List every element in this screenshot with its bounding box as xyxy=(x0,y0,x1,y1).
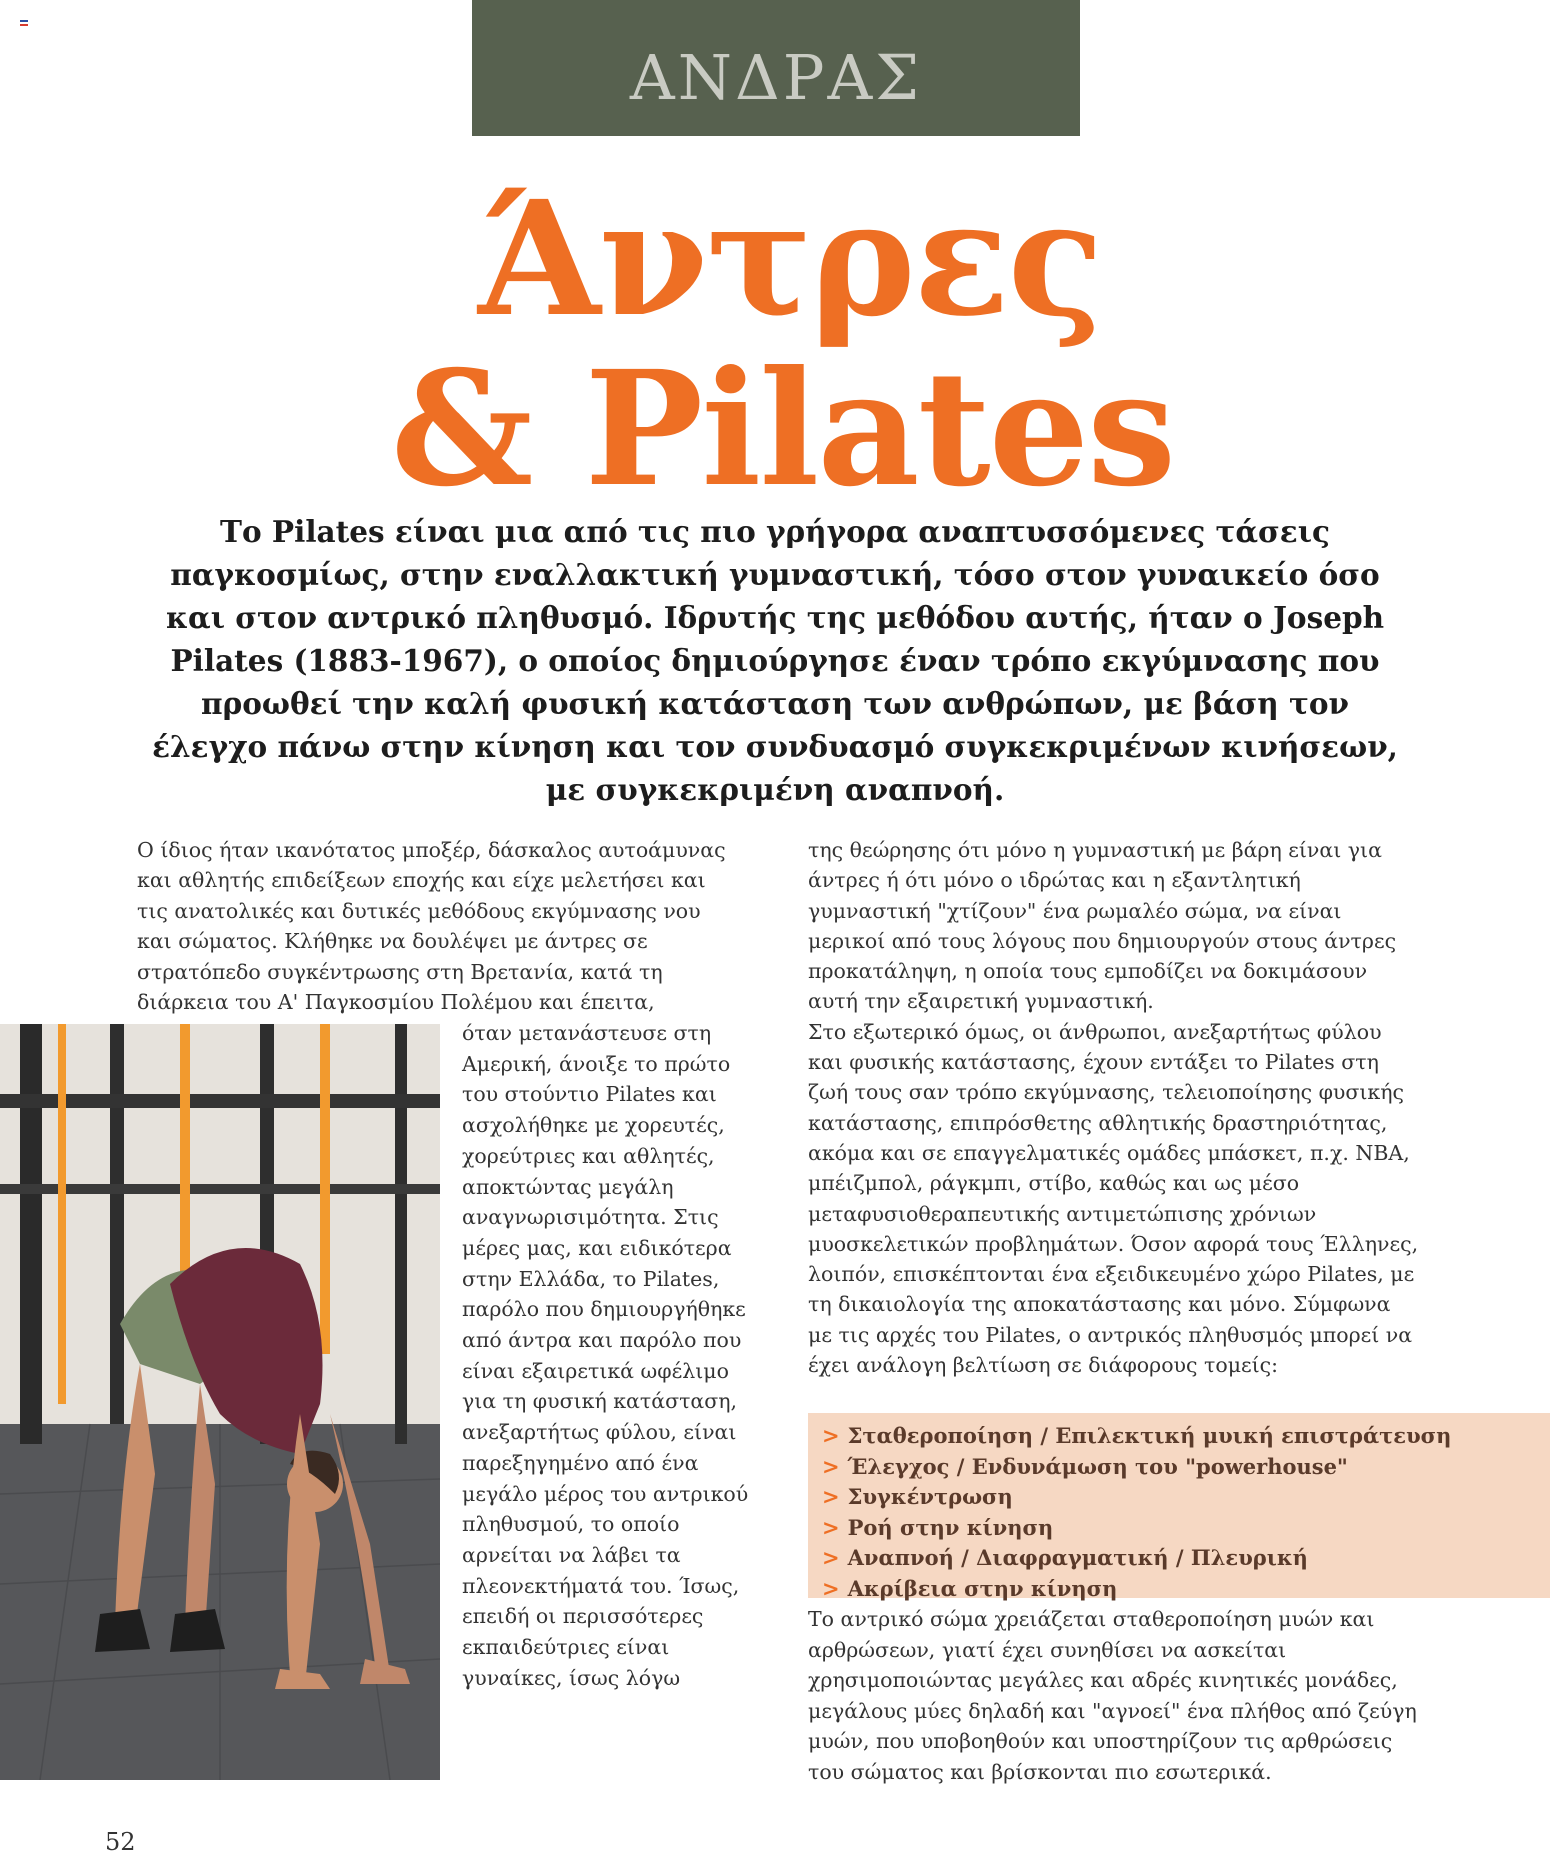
list-item: > Σταθεροποίηση / Επιλεκτική μυική επιστράτευση xyxy=(822,1423,1452,1448)
list-marker: > xyxy=(822,1514,840,1540)
section-banner xyxy=(472,0,1080,136)
list-item: > Αναπνοή / Διαφραγματική / Πλευρική xyxy=(822,1545,1308,1571)
title-line-2: & Pilates xyxy=(390,337,1175,522)
column2-paragraph-1: της θεώρησης ότι μόνο η γυμναστική με βάρη είναι για άντρες ή ότι μόνο ο ιδρώτας και η εξαντλητική γυμναστική "χτίζουν" ένα ρωμαλέο σώμα, να είναι μερικοί από τους λόγους που δημιουργούν στους άντρες προκατάληψη, η οποία τους εμποδίζει να δοκιμάσουν αυτή την εξαιρετική γυμναστική. xyxy=(808,838,1397,1014)
benefits-list xyxy=(808,1413,1550,1601)
column2-text xyxy=(808,835,1420,1380)
page-number: 52 xyxy=(105,1828,136,1856)
lead-paragraph: Το Pilates είναι μια από τις πιο γρήγορα αναπτυσσόμενες τάσεις παγκοσμίως, στην εναλλακτική γυμναστική, τόσο στον γυναικείο όσο και στον αντρικό πληθυσμό. Ιδρυτής της μεθόδου αυτής, ήταν ο Joseph Pilates (1883-1967), ο οποίος δημιούργησε έναν τρόπο εκγύμνασης που προωθεί την καλή φυσική κατάσταση των ανθρώπων, με βάση τον έλεγχο πάνω στην κίνηση και τον συνδυασμό συγκεκριμένων κινήσεων, με συγκεκριμένη αναπνοή. xyxy=(152,514,1398,807)
man-stretching-photo xyxy=(0,1024,440,1780)
section-label: ΑΝΔΡΑΣ xyxy=(629,40,923,114)
list-marker: > xyxy=(822,1484,840,1510)
list-item: > Ροή στην κίνηση xyxy=(822,1514,1054,1540)
list-item: > Έλεγχος / Ενδυνάμωση του "powerhouse" xyxy=(822,1453,1348,1479)
column1-intro-text: Ο ίδιος ήταν ικανότατος μποξέρ, δάσκαλος αυτοάμυνας και αθλητής επιδείξεων εποχής και είχε μελετήσει και τις ανατολικές και δυτικές μεθόδους εκγύμνασης νου και σώματος. Κλήθηκε να δουλέψει με άντρες σε στρατόπεδο συγκέντρωσης στη Βρετανία, κατά τη διάρκεια του Α' Παγκοσμίου Πολέμου και έπειτα, xyxy=(137,838,726,1015)
list-marker: > xyxy=(822,1453,840,1479)
column2-paragraph-2: Στο εξωτερικό όμως, οι άνθρωποι, ανεξαρτήτως φύλου και φυσικής κατάστασης, έχουν εντάξει το Pilates στη ζωή τους σαν τρόπο εκγύμνασης, τελειοποίησης φυσικής κατάστασης, επιπρόσθετης αθλητικής δραστηριότητας, ακόμα και σε επαγγελματικές ομάδες μπάσκετ, π.χ. NBA, μπέιζμπολ, ράγκμπι, στίβο, καθώς και ως μέσο μεταφυσιοθεραπευτικής αντιμετώπισης χρόνιων μυοσκελετικών προβλημάτων. Όσον αφορά τους Έλληνες, λοιπόν, επισκέπτονται ένα εξειδικευμένο χώρο Pilates, με τη δικαιολογία της αποκατάστασης και μόνο. Σύμφωνα με τις αρχές του Pilates, ο αντρικός πληθυσμός μπορεί να έχει ανάλογη βελτίωση σε διάφορους τομείς: xyxy=(808,1019,1419,1378)
list-marker: > xyxy=(822,1575,840,1601)
list-item: > Ακρίβεια στην κίνηση xyxy=(822,1575,1118,1601)
list-marker: > xyxy=(822,1423,840,1448)
column1-body-text: όταν μετανάστευσε στη Αμερική, άνοιξε το πρώτο του στούντιο Pilates και ασχολήθηκε με χορευτές, χορεύτριες και αθλητές, αποκτώντας μεγάλη αναγνωρισιμότητα. Στις μέρες μας, και ειδικότερα στην Ελλάδα, το Pilates, παρόλο που δημιουργήθηκε από άντρα και παρόλο που είναι εξαιρετικά ωφέλιμο για τη φυσική κατάσταση, ανεξαρτήτως φύλου, είναι παρεξηγημένο από ένα μεγάλο μέρος του αντρικού πληθυσμού, το οποίο αρνείται να λάβει τα πλεονεκτήματά του. Ίσως, επειδή οι περισσότερες εκπαιδεύτριες είναι γυναίκες, ίσως λόγω xyxy=(462,1021,749,1690)
list-item: > Συγκέντρωση xyxy=(822,1484,1013,1510)
column2-closing-text: Το αντρικό σώμα χρειάζεται σταθεροποίηση μυών και αρθρώσεων, γιατί έχει συνηθίσει να ασκείται χρησιμοποιώντας μεγάλες και αδρές κινητικές μονάδες, μεγάλους μύες δηλαδή και "αγνοεί" ένα πλήθος από ζεύγη μυών, που υποβοηθούν και υποστηρίζουν τις αρθρώσεις του σώματος και βρίσκονται πιο εσωτερικά. xyxy=(808,1607,1417,1784)
flag-icon xyxy=(20,20,28,26)
title-line-1: Άντρες xyxy=(478,167,1102,352)
list-marker: > xyxy=(822,1545,840,1571)
